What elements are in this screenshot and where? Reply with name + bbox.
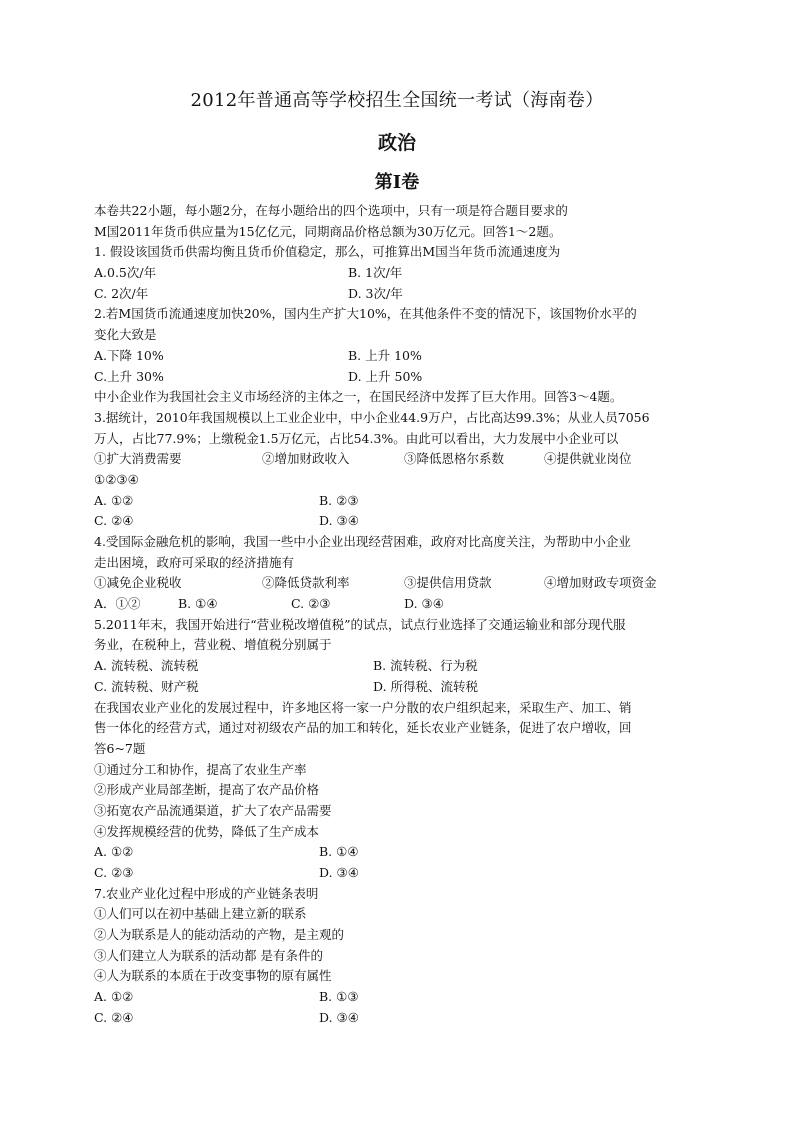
q1-text: 1. 假设该国货币供需均衡且货币价值稳定，那么，可推算出M国当年货币流通速度为 [94,244,561,260]
q2-option-d: D. 上升 50% [348,368,423,384]
q7-statement-4: ④人为联系的本质在于改变事物的原有属性 [94,968,332,984]
q2-options-ab [94,346,704,367]
stem-q6-q7-3: 答6~7题 [94,740,146,756]
q7-options-cd [94,1008,704,1029]
q6-option-b: B. ①④ [319,844,359,860]
q6-option-c: C. ②③ [94,865,134,880]
stem-q6-q7-1: 在我国农业产业化的发展过程中，许多地区将一家一户分散的农户组织起来，采取生产、加工、销 [94,699,632,715]
stem-q3-q4: 中小企业作为我国社会主义市场经济的主体之一，在国民经济中发挥了巨大作用。回答3～4题。 [94,389,623,405]
q6-options-ab [94,842,704,863]
exam-content [94,201,704,1029]
q7-option-c: C. ②④ [94,1009,134,1025]
q7-statement-1: ①人们可以在初中基础上建立新的联系 [94,906,307,922]
q5-option-a: A. 流转税、流转税 [94,658,199,674]
q2-option-a: A.下降 10% [94,347,164,363]
q3-statement-3: ③降低恩格尔系数 [404,451,505,467]
q4-statement-1: ①减免企业税收 [94,575,182,591]
q3-text-2: 万人，占比77.9%；上缴税金1.5万亿元，占比54.3%。由此可以看出，大力发展中小企业可以 [94,430,619,446]
q2-text-1: 2.若M国货币流通速度加快20%，国内生产扩大10%，在其他条件不变的情况下，该国物价水平的 [94,306,637,322]
q4-text-2: 走出困境，政府可采取的经济措施有 [94,554,295,570]
q1-option-a: A.0.5次/年 [94,265,157,281]
q7-option-d: D. ③④ [319,1009,359,1025]
q1-option-c: C. 2次/年 [94,285,149,301]
section-heading: 第Ⅰ卷 [374,172,420,193]
q1-options-ab [94,263,704,284]
q3-option-b: B. ②③ [319,492,359,508]
page-title: 2012年普通高等学校招生全国统一考试（海南卷） [190,90,604,111]
q5-options-ab [94,656,704,677]
q6-statement-2: ②形成产业局部垄断，提高了农产品价格 [94,782,320,798]
q7-option-a: A. ①② [94,989,134,1005]
q4-statements [94,573,704,594]
q2-option-c: C.上升 30% [94,368,164,384]
q5-text-2: 务业，在税种上，营业税、增值税分别属于 [94,637,332,653]
q4-text-1: 4.受国际金融危机的影响，我国一些中小企业出现经营困难，政府对比高度关注，为帮助中小企业 [94,534,631,549]
q5-text-1: 5.2011年末，我国开始进行“营业税改增值税”的试点，试点行业选择了交通运输业和部分现代服 [94,616,626,632]
q1-option-b: B. 1次/年 [348,265,403,281]
q4-statement-3: ③提供信用贷款 [404,575,492,591]
q6-option-d: D. ③④ [319,865,359,880]
q4-statement-2: ②降低贷款利率 [262,575,350,591]
q7-statement-3: ③人们建立人为联系的活动都 是有条件的 [94,947,323,963]
q5-option-d: D. 所得税、流转税 [373,678,479,694]
q6-option-a: A. ①② [94,844,134,860]
q5-option-b: B. 流转税、行为税 [373,658,478,674]
q7-text: 7.农业产业化过程中形成的产业链条表明 [94,885,319,901]
q6-statement-1: ①通过分工和协作，提高了农业生产率 [94,761,307,777]
stem-q1-q2: M国2011年货币供应量为15亿亿元，同期商品价格总额为30万亿元。回答1～2题。 [94,223,562,239]
q3-statements [94,449,704,470]
q3-extra: ①②③④ [94,471,139,487]
q6-options-cd [94,863,704,884]
subject-heading: 政治 [377,132,416,154]
q3-options-ab [94,491,704,512]
q4-statement-4: ④增加财政专项资金 [544,575,657,591]
q7-option-b: B. ①③ [319,989,359,1005]
q7-options-ab [94,987,704,1008]
q5-options-cd [94,677,704,698]
q4-option-b: B. ①④ [178,596,218,612]
q7-statement-2: ②人为联系是人的能动活动的产物，是主观的 [94,927,345,943]
stem-q6-q7-2: 售一体化的经营方式，通过对初级农产品的加工和转化，延长农业产业链条，促进了农户增收，回 [94,720,632,736]
q4-option-a: A．①② [94,596,141,612]
q5-option-c: C. 流转税、财产税 [94,678,199,694]
q6-statement-3: ③拓宽农产品流通渠道，扩大了农产品需要 [94,802,332,818]
q3-text-1: 3.据统计，2010年我国规模以上工业企业中，中小企业44.9万户，占比高达99.3%；从业人员7056 [94,409,650,425]
q6-statement-4: ④发挥规模经营的优势，降低了生产成本 [94,823,320,839]
q4-option-c: C. ②③ [291,596,331,612]
q3-statement-2: ②增加财政收入 [262,451,350,467]
q2-text-2: 变化大致是 [94,327,157,343]
q3-statement-1: ①扩大消费需要 [94,451,182,467]
q2-options-cd [94,367,704,388]
q4-options [94,594,704,615]
q3-option-d: D. ③④ [319,513,359,529]
q3-statement-4: ④提供就业岗位 [544,451,632,467]
q3-option-c: C. ②④ [94,513,134,529]
intro-text: 本卷共22小题，每小题2分，在每小题给出的四个选项中，只有一项是符合题目要求的 [94,203,568,218]
q1-options-cd [94,284,704,305]
q3-option-a: A. ①② [94,492,134,508]
q2-option-b: B. 上升 10% [348,347,422,363]
q3-options-cd [94,511,704,532]
q4-option-d: D. ③④ [404,596,444,612]
q1-option-d: D. 3次/年 [348,285,403,301]
